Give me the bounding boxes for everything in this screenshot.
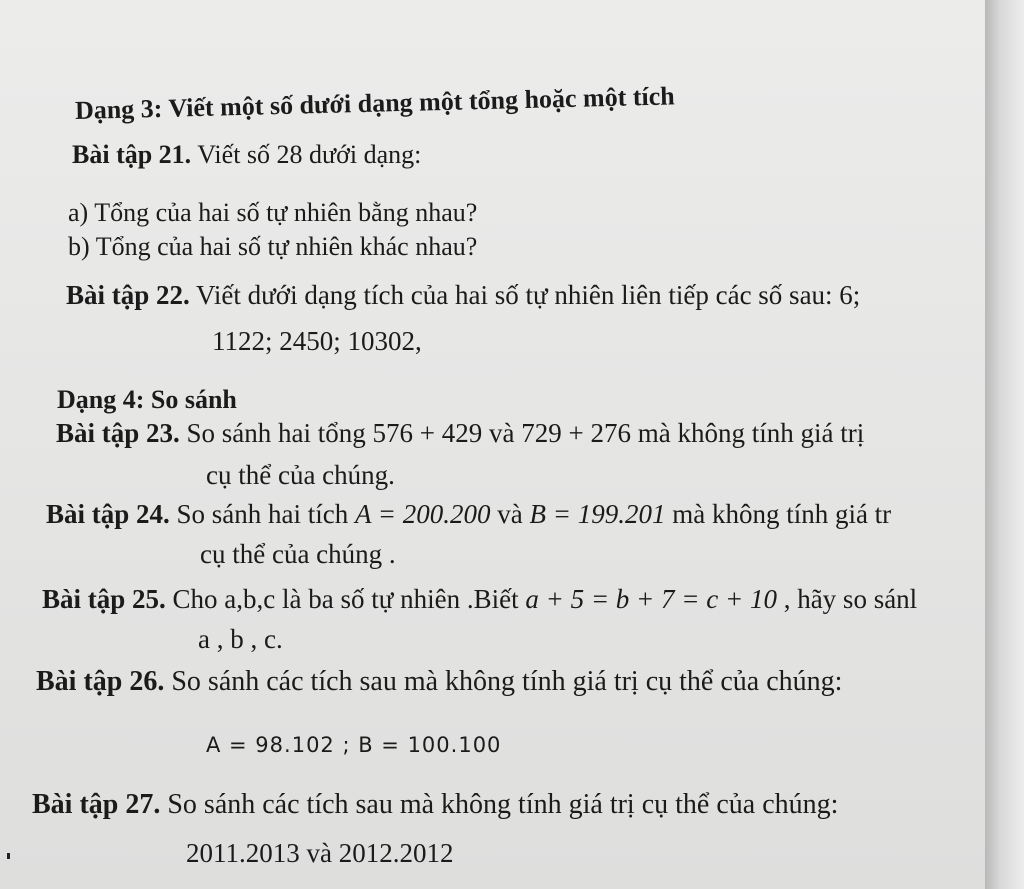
exercise-25-post: , hãy so sánl — [783, 584, 918, 614]
exercise-22 — [66, 280, 860, 310]
exercise-27 — [32, 790, 838, 820]
exercise-21-label: Bài tập 21. — [72, 140, 192, 169]
exercise-23-mid: và — [489, 418, 515, 448]
exercise-25-pre: Cho a,b,c là ba số tự nhiên .Biết — [172, 584, 519, 614]
exercise-25-label: Bài tập 25. — [42, 584, 166, 614]
exercise-21-text: Viết số 28 dưới dạng: — [197, 140, 422, 169]
exercise-24-expr2: B = 199.201 — [529, 499, 666, 529]
exercise-22-cont: 1122; 2450; 10302, — [212, 326, 422, 356]
exercise-23-expr1: 576 + 429 — [372, 418, 483, 448]
exercise-26 — [36, 667, 842, 697]
exercise-23 — [56, 418, 864, 448]
exercise-27-label: Bài tập 27. — [32, 789, 161, 820]
exercise-22-text: Viết dưới dạng tích của hai số tự nhiên liên tiếp các số sau: 6; — [196, 280, 861, 310]
exercise-24-label: Bài tập 24. — [46, 499, 170, 529]
exercise-24-mid: và — [497, 499, 523, 529]
exercise-24-pre: So sánh hai tích — [176, 499, 349, 529]
exercise-24-post: mà không tính giá tr — [672, 499, 892, 529]
section-4-heading: Dạng 4: So sánh — [57, 385, 237, 414]
exercise-27-text: So sánh các tích sau mà không tính giá trị cụ thể của chúng: — [167, 789, 839, 820]
exercise-26-label: Bài tập 26. — [36, 666, 165, 697]
exercise-25-cont: a , b , c. — [198, 624, 283, 654]
exercise-23-cont: cụ thể của chúng. — [206, 460, 395, 490]
exercise-26-expr: A = 98.102 ; B = 100.100 — [206, 733, 502, 757]
exercise-24-cont: cụ thể của chúng . — [200, 539, 396, 569]
exercise-24 — [46, 499, 891, 529]
exercise-21-a: a) Tổng của hai số tự nhiên bằng nhau? — [68, 198, 478, 227]
exercise-25-expr: a + 5 = b + 7 = c + 10 — [525, 584, 777, 614]
exercise-23-expr2: 729 + 276 — [521, 418, 631, 448]
section-3-heading: Dạng 3: Viết một số dưới dạng một tổng hoặc một tích — [74, 81, 675, 125]
page-edge-shadow — [985, 0, 1024, 889]
exercise-25 — [42, 584, 917, 614]
exercise-27-cont: 2011.2013 và 2012.2012 — [186, 838, 454, 868]
exercise-21-b: b) Tổng của hai số tự nhiên khác nhau? — [68, 232, 478, 261]
exercise-21 — [72, 140, 421, 170]
exercise-23-pre: So sánh hai tổng — [186, 418, 366, 448]
exercise-23-post: mà không tính giá trị — [637, 418, 865, 448]
exercise-23-label: Bài tập 23. — [56, 418, 180, 448]
exercise-22-label: Bài tập 22. — [66, 280, 190, 310]
ink-speck — [7, 853, 10, 859]
exercise-24-expr1: A = 200.200 — [355, 499, 491, 529]
exercise-26-text: So sánh các tích sau mà không tính giá trị cụ thể của chúng: — [171, 666, 843, 697]
